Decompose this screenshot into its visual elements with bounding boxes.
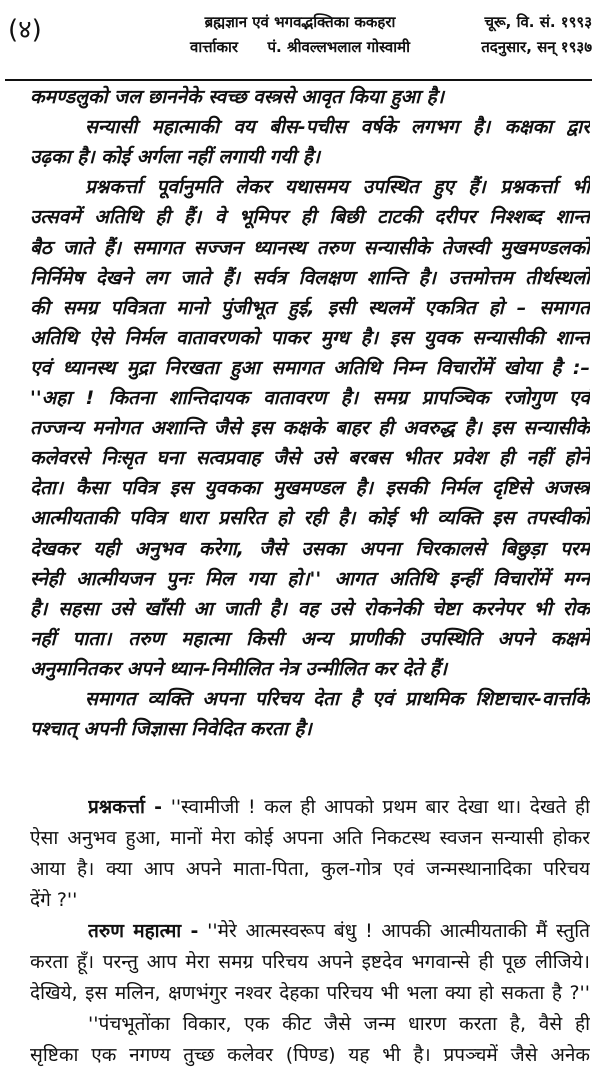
running-header-title bbox=[190, 10, 410, 60]
date-samvat: चूरू, वि. सं. १९९३ bbox=[484, 13, 592, 31]
text-line bbox=[30, 1040, 590, 1071]
text-line bbox=[30, 978, 590, 1009]
text-line bbox=[30, 353, 590, 383]
text-line bbox=[30, 854, 590, 885]
line-text: अतिथि ऐसे निर्मल वातावरणको पाकर मुग्ध है। इस युवक सन्यासीकी शान्त bbox=[30, 326, 590, 349]
text-line bbox=[30, 534, 590, 564]
text-line bbox=[85, 112, 590, 142]
text-line bbox=[30, 564, 590, 594]
text-line bbox=[30, 947, 590, 978]
line-text: आया है। क्या आप अपने माता-पिता, कुल-गोत्र एवं जन्मस्थानादिका परिचय bbox=[30, 858, 590, 880]
text-line bbox=[30, 503, 590, 533]
text-line bbox=[30, 383, 590, 413]
text-line bbox=[85, 172, 590, 202]
line-text: नहीं पाता। तरुण महात्मा किसी अन्य प्राणीकी उपस्थिति अपने कक्षमें bbox=[30, 627, 590, 650]
text-line bbox=[30, 823, 590, 854]
line-text: ''स्वामीजी ! कल ही आपको प्रथम बार देखा था। देखते ही bbox=[162, 796, 590, 818]
text-line bbox=[85, 684, 590, 714]
line-text: देंगे ?'' bbox=[30, 889, 78, 911]
line-text: ''पंचभूतोंका विकार, एक कीट जैसे जन्म धारण करता है, वैसे ही bbox=[88, 1013, 590, 1035]
line-text: देखिये, इस मलिन, क्षणभंगुर नश्वर देहका परिचय भी भला क्या हो सकता है ?'' bbox=[30, 982, 590, 1004]
line-text: आत्मीयताकी पवित्र धारा प्रसरित हो रही है। कोई भी व्यक्ति इस तपस्वीको bbox=[30, 507, 590, 530]
line-text: बैठ जाते हैं। समागत सज्जन ध्यानस्थ तरुण सन्यासीके तेजस्वी मुखमण्डलको bbox=[30, 236, 590, 259]
author-name: पं. श्रीवल्लभलाल गोस्वामी bbox=[267, 38, 410, 56]
text-line bbox=[30, 443, 590, 473]
author-label: वार्त्ताकार bbox=[190, 38, 239, 56]
line-text: ''अहा ! कितना शान्तिदायक वातावरण है। समग्र प्रापञ्चिक रजोगुण एवं bbox=[30, 387, 590, 409]
line-text: है। सहसा उसे खाँसी आ जाती है। वह उसे रोकनेकी चेष्टा करनेपर भी रोक bbox=[30, 597, 590, 620]
line-text: सन्यासी महात्माकी वय बीस-पचीस वर्षके लगभग है। कक्षका द्वार bbox=[85, 116, 590, 139]
line-text: पश्चात् अपनी जिज्ञासा निवेदित करता है। bbox=[30, 718, 312, 741]
line-text: निर्निमेष देखने लग जाते हैं। सर्वत्र विलक्षण शान्ति है। उत्तमोत्तम तीर्थस्थलों bbox=[30, 266, 590, 289]
line-text: उढ़का है। कोई अर्गला नहीं लगायी गयी है। bbox=[30, 146, 320, 169]
text-line bbox=[30, 233, 590, 263]
line-text: कमण्डलुको जल छाननेके स्वच्छ वस्त्रसे आवृत किया हुआ है। bbox=[30, 86, 444, 108]
line-text: कलेवरसे निःसृत घना सत्वप्रवाह जैसे उसे बरबस भीतर प्रवेश ही नहीं होने bbox=[30, 447, 590, 470]
text-line bbox=[88, 916, 590, 947]
author-line bbox=[190, 35, 410, 60]
book-title: ब्रह्मज्ञान एवं भगवद्भक्तिका ककहरा bbox=[204, 13, 396, 31]
text-line bbox=[30, 293, 590, 323]
text-line bbox=[30, 594, 590, 624]
text-line bbox=[30, 142, 590, 172]
line-text: एवं ध्यानस्थ मुद्रा निरखता हुआ समागत अतिथि निम्न विचारोंमें खोया है :– bbox=[30, 356, 590, 379]
text-line bbox=[88, 792, 590, 823]
text-line bbox=[30, 202, 590, 232]
page-number: (४) bbox=[8, 15, 42, 45]
line-text: अनुमानितकर अपने ध्यान-निमीलित नेत्र उन्मीलित कर देते हैं। bbox=[30, 657, 448, 680]
text-line bbox=[30, 413, 590, 443]
line-text: उत्सवमें अतिथि ही हैं। वे भूमिपर ही बिछी टाटकी दरीपर निश्शब्द शान्त bbox=[30, 206, 590, 229]
line-text: देखकर यही अनुभव करेगा, जैसे उसका अपना चिरकालसे बिछुड़ा परम bbox=[30, 537, 590, 560]
text-line bbox=[30, 473, 590, 503]
text-line bbox=[30, 654, 590, 684]
text-line bbox=[30, 624, 590, 654]
line-text: करता हूँ। परन्तु आप मेरा समग्र परिचय अपने इष्टदेव भगवान्से ही पूछ लीजिये। bbox=[30, 951, 590, 973]
speaker-label: तरुण महात्मा - bbox=[88, 920, 199, 942]
text-line bbox=[30, 714, 590, 744]
header-rule bbox=[5, 79, 592, 81]
line-text: ऐसा अनुभव हुआ, मानों मेरा कोई अपना अति निकटस्थ स्वजन सन्यासी होकर bbox=[30, 827, 590, 849]
line-text: तज्जन्य मनोगत अशान्ति जैसे इस कक्षके बाहर ही अवरुद्ध है। इस सन्यासीके bbox=[30, 417, 590, 440]
text-line bbox=[30, 82, 590, 112]
text-line bbox=[88, 1009, 590, 1040]
line-text: देता। कैसा पवित्र इस युवकका मुखमण्डल है। इसकी निर्मल दृष्टिसे अजस्त्र bbox=[30, 477, 590, 500]
line-text: प्रश्नकर्त्ता पूर्वानुमति लेकर यथासमय उपस्थित हुए हैं। प्रश्नकर्त्ता भी bbox=[85, 176, 590, 199]
line-text: सृष्टिका एक नगण्य तुच्छ कलेवर (पिण्ड) यह भी है। प्रपञ्चमें जैसे अनेक bbox=[30, 1044, 590, 1066]
line-text: स्नेही आत्मीयजन पुनः मिल गया हो।'' आगत अतिथि इन्हीं विचारोंमें मग्न bbox=[30, 567, 590, 590]
line-text: की समग्र पवित्रता मानो पुंजीभूत हुई, इसी स्थलमें एकत्रित हो – समागत bbox=[30, 296, 590, 319]
text-line bbox=[30, 323, 590, 353]
text-line bbox=[30, 885, 590, 916]
running-header-date bbox=[455, 10, 592, 60]
line-text: समागत व्यक्ति अपना परिचय देता है एवं प्राथमिक शिष्टाचार-वार्त्ताके bbox=[85, 688, 590, 710]
text-line bbox=[30, 263, 590, 293]
date-ce: तदनुसार, सन् १९३७ bbox=[481, 38, 592, 56]
speaker-label: प्रश्नकर्त्ता - bbox=[88, 796, 163, 818]
line-text: ''मेरे आत्मस्वरूप बंधु ! आपकी आत्मीयताकी मैं स्तुति bbox=[198, 920, 590, 942]
